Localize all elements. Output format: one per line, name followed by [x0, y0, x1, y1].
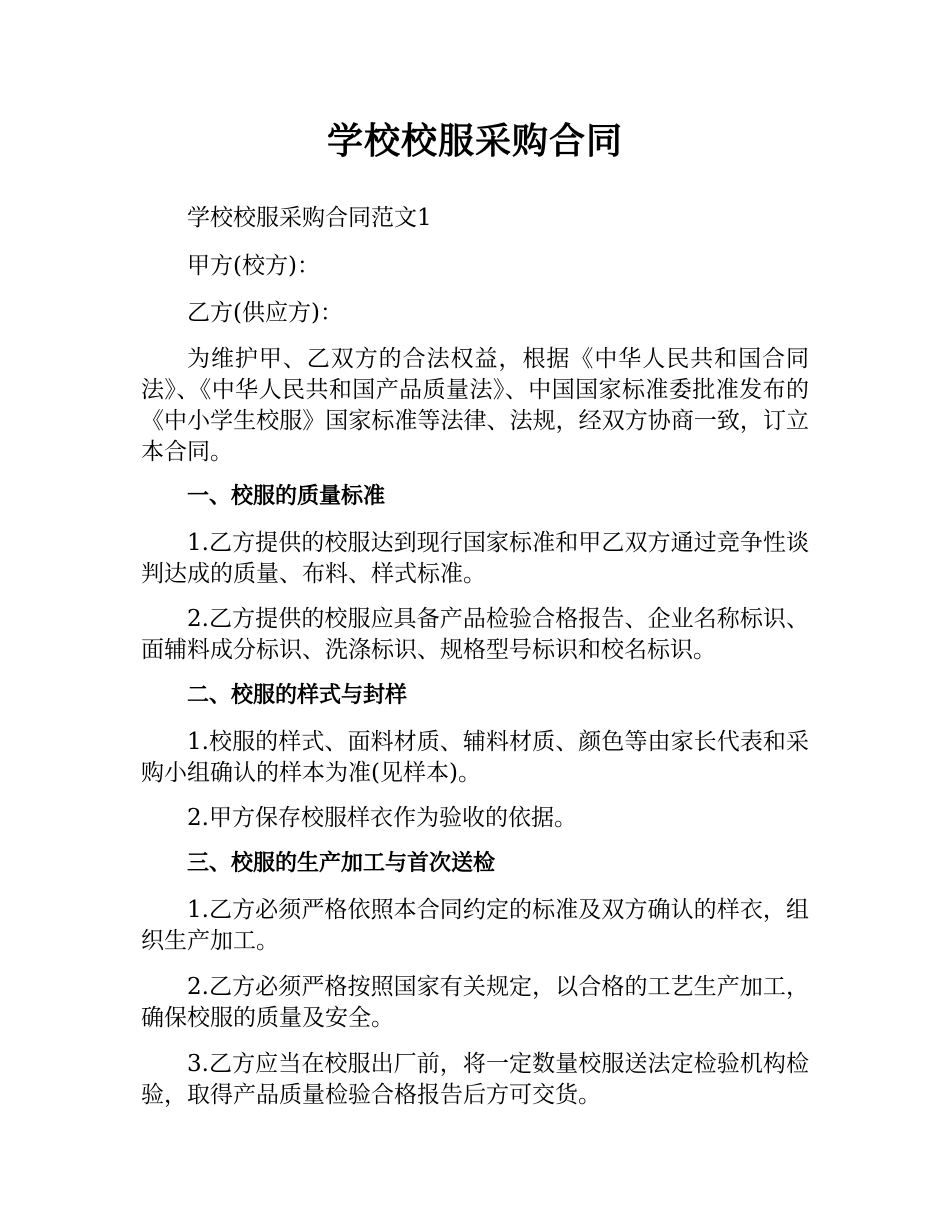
party-a-line: 甲方(校方)：: [187, 253, 320, 279]
section-2-item-2: 2.甲方保存校服样衣作为验收的依据。: [187, 805, 577, 831]
section-1-item-1: 1.乙方提供的校服达到现行国家标准和甲乙双方通过竞争性谈判达成的质量、布料、样式标准。: [141, 530, 809, 587]
section-2-item-1: 1.校服的样式、面料材质、辅料材质、颜色等由家长代表和采购小组确认的样本为准(见样本)。: [141, 729, 809, 786]
document-subtitle: 学校校服采购合同范文1: [187, 205, 432, 231]
document-title: 学校校服采购合同: [326, 121, 623, 162]
section-3-item-1: 1.乙方必须严格依照本合同约定的标准及双方确认的样衣，组织生产加工。: [141, 897, 809, 954]
section-heading-3: 三、校服的生产加工与首次送检: [187, 851, 496, 876]
party-b-line: 乙方(供应方)：: [187, 300, 343, 326]
section-heading-2: 二、校服的样式与封样: [187, 683, 408, 708]
section-3-item-2: 2.乙方必须严格按照国家有关规定，以合格的工艺生产加工，确保校服的质量及安全。: [141, 974, 809, 1031]
section-3-item-3: 3.乙方应当在校服出厂前，将一定数量校服送法定检验机构检验，取得产品质量检验合格报告后方可交货。: [141, 1051, 809, 1108]
section-1-item-2: 2.乙方提供的校服应具备产品检验合格报告、企业名称标识、面辅料成分标识、洗涤标识、规格型号标识和校名标识。: [141, 606, 809, 663]
section-heading-1: 一、校服的质量标准: [187, 484, 386, 509]
preamble-paragraph: 为维护甲、乙双方的合法权益，根据《中华人民共和国合同法》、《中华人民共和国产品质量法》、中国国家标准委批准发布的《中小学生校服》国家标准等法律、法规，经双方协商一致，订立本合同。: [141, 346, 809, 465]
